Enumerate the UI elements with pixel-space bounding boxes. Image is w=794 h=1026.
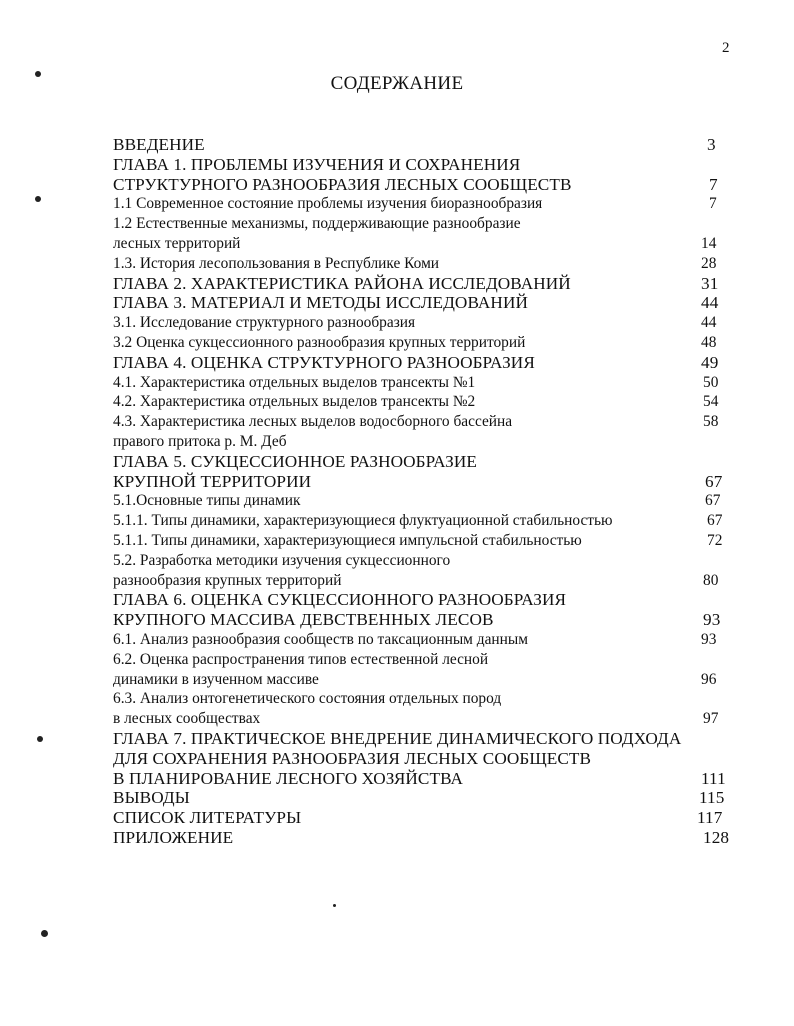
- toc-entry-title: ВЫВОДЫ: [113, 788, 190, 808]
- toc-entry-page: 111: [701, 768, 726, 788]
- toc-entry-page: 3: [707, 135, 716, 154]
- toc-entry-title: ГЛАВА 3. МАТЕРИАЛ И МЕТОДЫ ИССЛЕДОВАНИЙ: [113, 293, 528, 313]
- toc-entry-title: 1.3. История лесопользования в Республике Коми: [113, 254, 440, 272]
- toc-entry: [113, 729, 735, 749]
- toc-entry: [113, 571, 735, 591]
- toc-entry-page: 67: [707, 512, 723, 530]
- toc-entry: [113, 392, 735, 412]
- toc-entry: [113, 828, 735, 848]
- toc-entry-page: 93: [703, 610, 721, 630]
- scan-speck: [333, 904, 336, 907]
- toc-entry-title: В ПЛАНИРОВАНИЕ ЛЕСНОГО ХОЗЯЙСТВА: [113, 768, 464, 788]
- toc-entry: [113, 293, 735, 313]
- toc-entry-page: 28: [701, 254, 717, 272]
- scan-speck: [35, 196, 41, 202]
- toc-entry: [113, 472, 735, 492]
- toc-entry-title: ДЛЯ СОХРАНЕНИЯ РАЗНООБРАЗИЯ ЛЕСНЫХ СООБЩЕСТВ: [113, 748, 592, 768]
- toc-entry-page: 67: [705, 492, 721, 510]
- toc-entry: [113, 551, 735, 571]
- toc-entry-page: 44: [701, 314, 717, 332]
- toc-entry-page: 31: [701, 273, 719, 293]
- toc-entry: [113, 709, 735, 729]
- toc-entry-title: 4.3. Характеристика лесных выделов водосборного бассейна: [113, 413, 513, 431]
- toc-entry: [113, 749, 735, 769]
- toc-entry: [113, 452, 735, 472]
- toc-entry: [113, 788, 735, 808]
- toc-entry: [113, 135, 735, 155]
- toc-entry-page: 14: [701, 234, 717, 252]
- toc-entry: [113, 769, 735, 789]
- toc-entry: [113, 650, 735, 670]
- toc-entry-page: 96: [701, 670, 717, 688]
- scan-speck: [35, 71, 41, 77]
- toc-entry: [113, 590, 735, 610]
- toc-entry-title: 6.2. Оценка распространения типов естественной лесной: [113, 650, 489, 668]
- toc-entry-title: ГЛАВА 6. ОЦЕНКА СУКЦЕССИОННОГО РАЗНООБРАЗИЯ: [113, 590, 567, 610]
- toc-entry-page: 72: [707, 531, 723, 549]
- toc-entry-page: 48: [701, 333, 717, 351]
- toc-entry: [113, 610, 735, 630]
- toc-entry-title: 5.2. Разработка методики изучения сукцессионного: [113, 551, 451, 569]
- toc-entry: [113, 155, 735, 175]
- toc-entry-title: ГЛАВА 1. ПРОБЛЕМЫ ИЗУЧЕНИЯ И СОХРАНЕНИЯ: [113, 154, 521, 174]
- page-number: 2: [722, 40, 730, 56]
- toc-entry: [113, 234, 735, 254]
- toc-entry-page: 50: [703, 373, 719, 391]
- toc-entry: [113, 511, 735, 531]
- toc-entry-title: ГЛАВА 5. СУКЦЕССИОННОЕ РАЗНООБРАЗИЕ: [113, 451, 477, 471]
- toc-entry: [113, 412, 735, 432]
- toc-entry-page: 49: [701, 352, 719, 372]
- toc-entry: [113, 689, 735, 709]
- toc-entry: [113, 313, 735, 333]
- toc-entry-title: лесных территорий: [113, 234, 241, 252]
- toc-entry-title: 6.1. Анализ разнообразия сообществ по таксационным данным: [113, 630, 528, 648]
- toc-entry-title: ГЛАВА 7. ПРАКТИЧЕСКОЕ ВНЕДРЕНИЕ ДИНАМИЧЕСКОГО ПОДХОДА: [113, 728, 682, 748]
- toc-entry-title: 1.2 Естественные механизмы, поддерживающие разнообразие: [113, 215, 521, 233]
- toc-entry: [113, 373, 735, 393]
- toc-entry-title: СТРУКТУРНОГО РАЗНООБРАЗИЯ ЛЕСНЫХ СООБЩЕСТВ: [113, 174, 572, 194]
- toc-entry: [113, 353, 735, 373]
- toc-entry: [113, 808, 735, 828]
- page-title: СОДЕРЖАНИЕ: [330, 73, 464, 94]
- toc-entry-title: ГЛАВА 2. ХАРАКТЕРИСТИКА РАЙОНА ИССЛЕДОВАНИЙ: [113, 273, 571, 293]
- toc-entry-title: ГЛАВА 4. ОЦЕНКА СТРУКТУРНОГО РАЗНООБРАЗИЯ: [113, 352, 535, 372]
- toc-entry-title: динамики в изученном массиве: [113, 670, 319, 688]
- toc-entry-title: ВВЕДЕНИЕ: [113, 135, 205, 154]
- toc-entry-title: 6.3. Анализ онтогенетического состояния отдельных пород: [113, 690, 502, 708]
- toc-entry: [113, 194, 735, 214]
- toc-entry-page: 7: [709, 195, 717, 213]
- toc-entry: [113, 254, 735, 274]
- toc-entry: [113, 274, 735, 294]
- toc-entry-page: 58: [703, 413, 719, 431]
- toc-entry-title: 3.1. Исследование структурного разнообразия: [113, 314, 416, 332]
- toc-entry-title: КРУПНОГО МАССИВА ДЕВСТВЕННЫХ ЛЕСОВ: [113, 610, 494, 630]
- toc-entry-title: разнообразия крупных территорий: [113, 571, 342, 589]
- table-of-contents: [113, 135, 735, 848]
- toc-entry-title: 1.1 Современное состояние проблемы изучения биоразнообразия: [113, 195, 543, 213]
- toc-entry-title: 4.1. Характеристика отдельных выделов трансекты №1: [113, 373, 476, 391]
- toc-entry-title: правого притока р. М. Деб: [113, 432, 287, 450]
- toc-entry: [113, 333, 735, 353]
- toc-entry-title: 3.2 Оценка сукцессионного разнообразия крупных территорий: [113, 333, 526, 351]
- toc-entry: [113, 531, 735, 551]
- toc-entry-title: ПРИЛОЖЕНИЕ: [113, 827, 234, 847]
- toc-entry: [113, 432, 735, 452]
- toc-entry-page: 80: [703, 571, 719, 589]
- toc-entry: [113, 214, 735, 234]
- toc-entry-title: 5.1.1. Типы динамики, характеризующиеся флуктуационной стабильностью: [113, 512, 613, 530]
- toc-entry-title: 4.2. Характеристика отдельных выделов трансекты №2: [113, 393, 476, 411]
- toc-entry-page: 93: [701, 630, 717, 648]
- toc-entry-page: 7: [709, 174, 718, 194]
- toc-entry-title: СПИСОК ЛИТЕРАТУРЫ: [113, 808, 302, 828]
- toc-entry-page: 117: [697, 808, 723, 828]
- toc-entry: [113, 670, 735, 690]
- toc-entry-page: 67: [705, 471, 723, 491]
- toc-entry-title: 5.1.Основные типы динамик: [113, 492, 301, 510]
- scan-speck: [41, 930, 48, 937]
- toc-entry-page: 115: [699, 788, 725, 808]
- toc-entry-page: 97: [703, 710, 719, 728]
- toc-entry-page: 54: [703, 393, 719, 411]
- toc-entry: [113, 491, 735, 511]
- toc-entry: [113, 630, 735, 650]
- scan-speck: [37, 736, 43, 742]
- toc-entry-page: 44: [701, 293, 719, 313]
- toc-entry-title: 5.1.1. Типы динамики, характеризующиеся импульсной стабильностью: [113, 531, 582, 549]
- toc-entry-title: КРУПНОЙ ТЕРРИТОРИИ: [113, 471, 312, 491]
- toc-entry: [113, 175, 735, 195]
- toc-entry-page: 128: [703, 827, 730, 847]
- toc-entry-title: в лесных сообществах: [113, 710, 261, 728]
